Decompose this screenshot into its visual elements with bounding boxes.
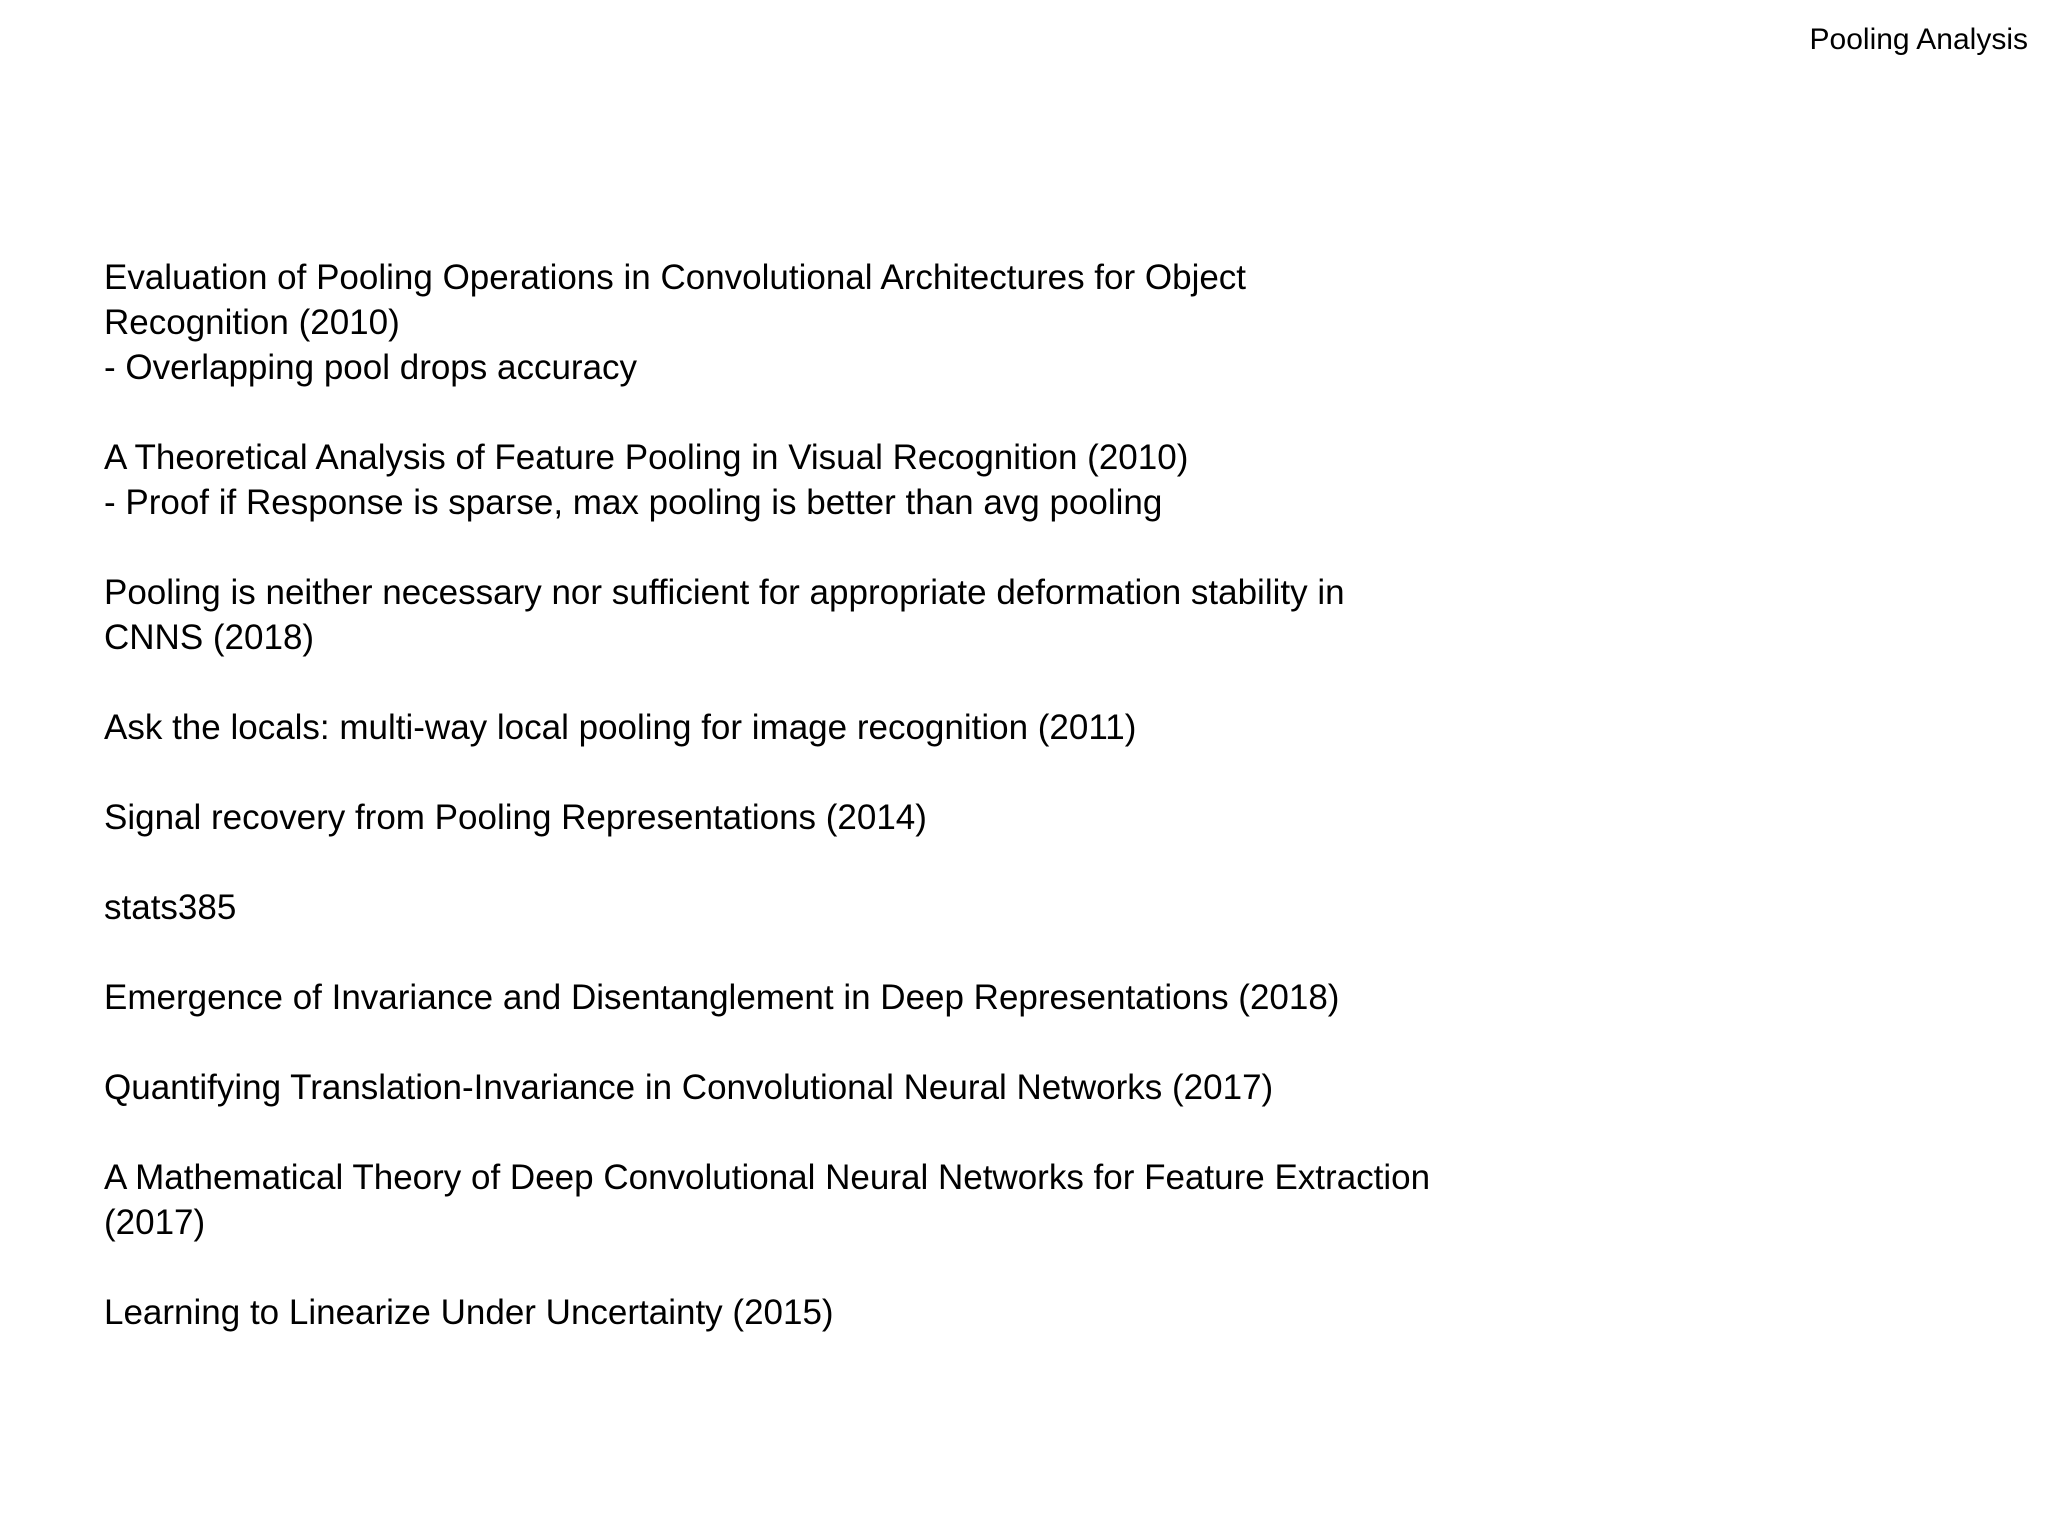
reference-item xyxy=(104,255,1434,390)
reference-title: A Theoretical Analysis of Feature Pooling in Visual Recognition (2010) xyxy=(104,438,1189,477)
reference-title: stats385 xyxy=(104,888,237,927)
reference-note: - Overlapping pool drops accuracy xyxy=(104,348,638,387)
reference-title: Signal recovery from Pooling Representations (2014) xyxy=(104,798,927,837)
reference-item xyxy=(104,570,1434,660)
reference-note: - Proof if Response is sparse, max pooling is better than avg pooling xyxy=(104,483,1163,522)
reference-title: Ask the locals: multi-way local pooling for image recognition (2011) xyxy=(104,708,1137,747)
reference-item xyxy=(104,795,1434,840)
reference-title: Pooling is neither necessary nor sufficient for appropriate deformation stability in CNNS (2018) xyxy=(104,573,1345,657)
reference-item xyxy=(104,705,1434,750)
reference-title: Emergence of Invariance and Disentanglement in Deep Representations (2018) xyxy=(104,978,1340,1017)
reference-title: A Mathematical Theory of Deep Convolutional Neural Networks for Feature Extraction (2017) xyxy=(104,1158,1431,1242)
page-title: Pooling Analysis xyxy=(1809,23,2028,56)
reference-item xyxy=(104,1155,1434,1245)
reference-title: Quantifying Translation-Invariance in Convolutional Neural Networks (2017) xyxy=(104,1068,1274,1107)
reference-item xyxy=(104,1065,1434,1110)
reference-title: Learning to Linearize Under Uncertainty (2015) xyxy=(104,1293,834,1332)
reference-item xyxy=(104,975,1434,1020)
reference-list xyxy=(104,255,1434,1380)
reference-title: Evaluation of Pooling Operations in Convolutional Architectures for Object Recognition (2010) xyxy=(104,258,1247,342)
reference-item xyxy=(104,885,1434,930)
reference-item xyxy=(104,435,1434,525)
reference-item xyxy=(104,1290,1434,1335)
